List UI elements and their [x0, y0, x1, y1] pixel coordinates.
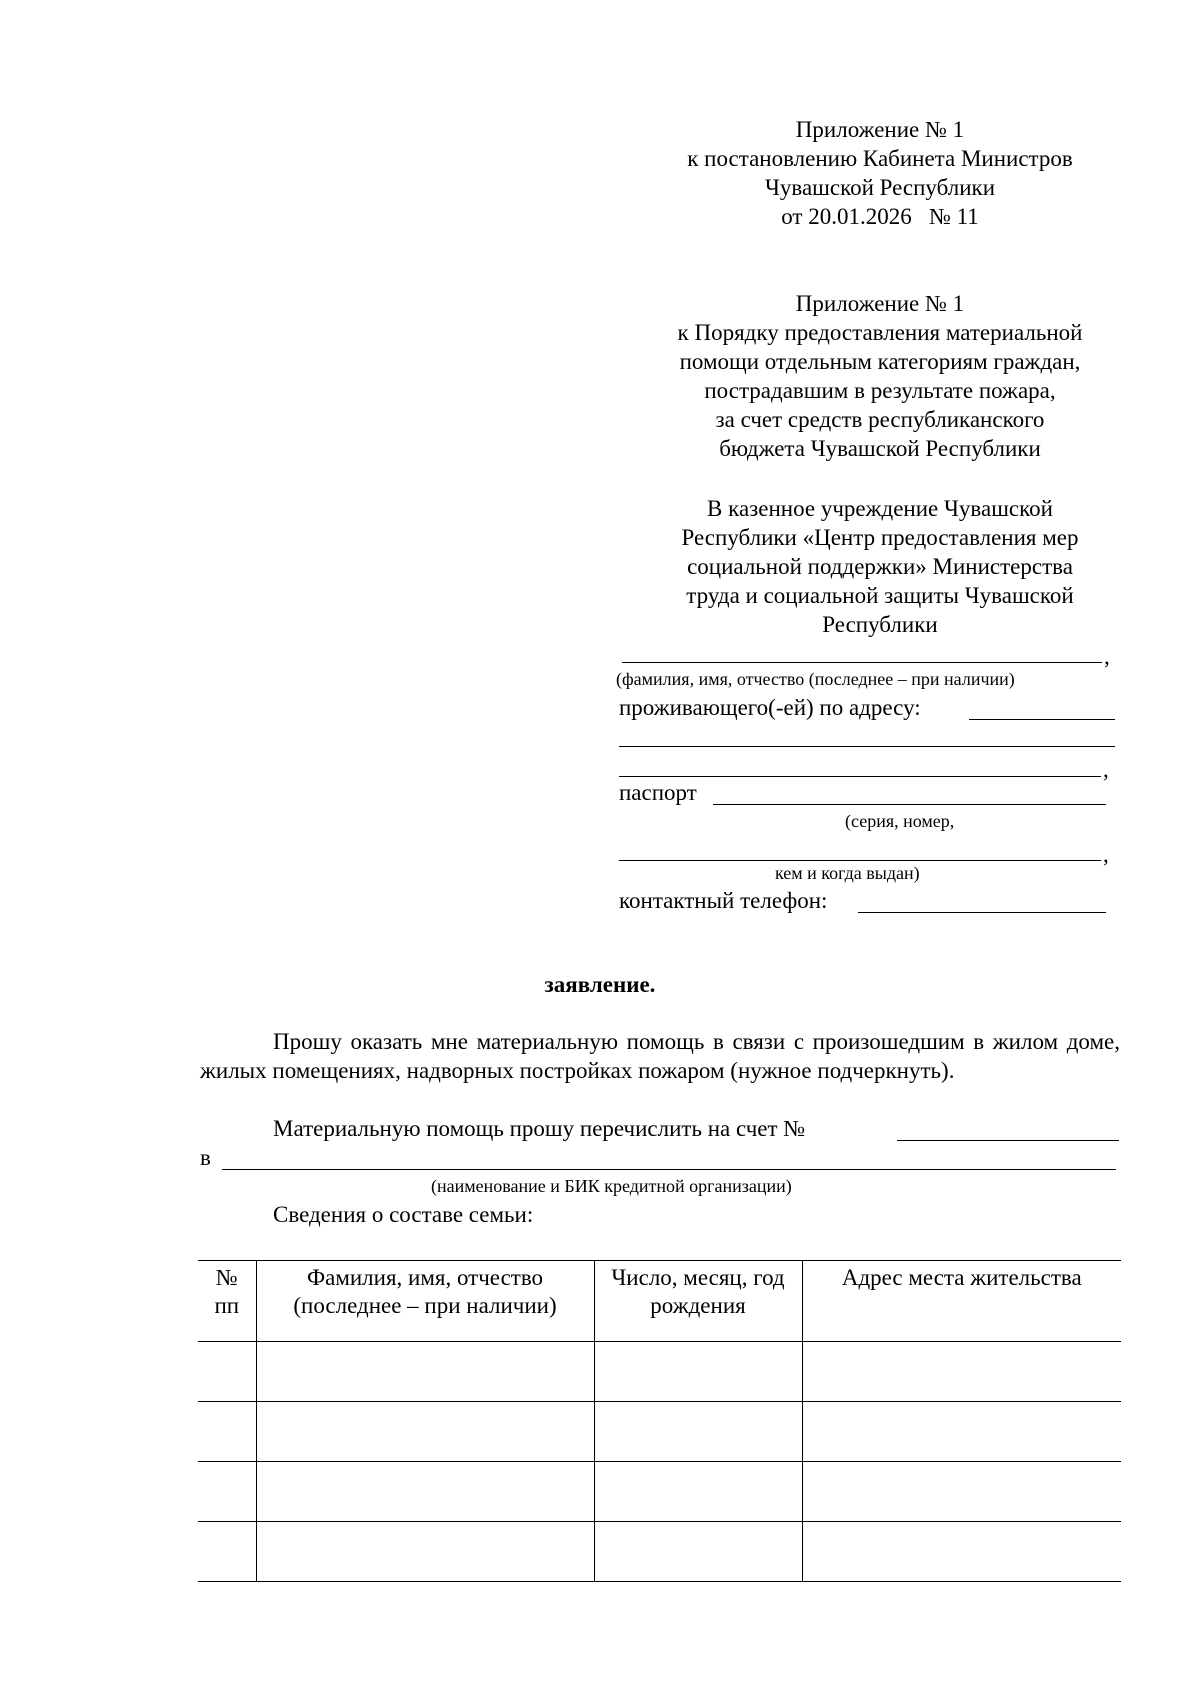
header-cell-birthdate: Число, месяц, год рождения [594, 1261, 802, 1342]
header-line: от 20.01.2026 № 11 [781, 204, 979, 229]
table-cell[interactable] [198, 1462, 256, 1522]
request-paragraph: Прошу оказать мне материальную помощь в связи с произошедшим в жилом доме, жилых помещениях, надворных постройках пожаром (нужное подчеркнуть). [200, 1029, 1120, 1083]
procedure-appendix-header [640, 289, 1120, 463]
account-text: Материальную помощь прошу перечислить на счет № [273, 1116, 806, 1141]
header-line: за счет средств республиканского [715, 407, 1045, 432]
table-cell[interactable] [256, 1462, 594, 1522]
passport-field-line[interactable] [713, 804, 1106, 805]
family-table [198, 1260, 1121, 1582]
comma: , [1103, 842, 1109, 867]
table-cell[interactable] [198, 1402, 256, 1462]
table-cell[interactable] [802, 1402, 1121, 1462]
table-cell[interactable] [256, 1342, 594, 1402]
bank-caption: (наименование и БИК кредитной организации) [431, 1176, 792, 1196]
table-cell[interactable] [198, 1522, 256, 1582]
address-field-line-1[interactable] [969, 719, 1115, 720]
addressee-line: труда и социальной защиты Чувашской [686, 583, 1074, 608]
header-line: пострадавшим в результате пожара, [704, 378, 1056, 403]
fio-field-line[interactable] [622, 662, 1102, 663]
table-row [198, 1402, 1121, 1462]
passport-label: паспорт [619, 780, 697, 805]
table-cell[interactable] [802, 1342, 1121, 1402]
resolution-appendix-header [640, 115, 1120, 231]
table-row [198, 1342, 1121, 1402]
fio-caption: (фамилия, имя, отчество (последнее – при наличии) [616, 669, 1015, 689]
header-cell-fio: Фамилия, имя, отчество (последнее – при наличии) [256, 1261, 594, 1342]
table-cell[interactable] [198, 1342, 256, 1402]
header-line: Чувашской Республики [764, 175, 996, 200]
addressee-line: социальной поддержки» Министерства [687, 554, 1073, 579]
addressee-line: Республики [822, 612, 938, 637]
addressee-line: В казенное учреждение Чувашской [707, 496, 1053, 521]
comma: , [1103, 757, 1109, 782]
addressee [630, 494, 1130, 639]
table-cell[interactable] [594, 1462, 802, 1522]
bank-prefix: в [200, 1145, 211, 1170]
addressee-line: Республики «Центр предоставления мер [681, 525, 1079, 550]
header-line: бюджета Чувашской Республики [719, 436, 1041, 461]
address-label: проживающего(-ей) по адресу: [619, 695, 921, 720]
phone-field-line[interactable] [858, 912, 1106, 913]
address-field-line-3[interactable] [619, 776, 1101, 777]
family-heading: Сведения о составе семьи: [273, 1202, 534, 1227]
table-cell[interactable] [802, 1522, 1121, 1582]
header-line: к постановлению Кабинета Министров [687, 146, 1073, 171]
table-row [198, 1522, 1121, 1582]
phone-label: контактный телефон: [619, 888, 828, 913]
table-cell[interactable] [256, 1402, 594, 1462]
passport-issued-field-line[interactable] [619, 860, 1101, 861]
document-title: заявление. [544, 972, 656, 997]
header-line: Приложение № 1 [795, 291, 965, 316]
header-cell-address: Адрес места жительства [802, 1261, 1121, 1342]
address-field-line-2[interactable] [619, 746, 1115, 747]
header-line: помощи отдельным категориям граждан, [679, 349, 1081, 374]
table-cell[interactable] [594, 1402, 802, 1462]
table-header-row [198, 1261, 1121, 1342]
table-cell[interactable] [594, 1522, 802, 1582]
table-cell[interactable] [594, 1342, 802, 1402]
table-row [198, 1462, 1121, 1522]
header-line: к Порядку предоставления материальной [677, 320, 1083, 345]
bank-field-line[interactable] [222, 1169, 1116, 1170]
table-cell[interactable] [256, 1522, 594, 1582]
header-line: Приложение № 1 [795, 117, 965, 142]
comma: , [1104, 644, 1110, 669]
account-field-line[interactable] [897, 1140, 1119, 1141]
passport-issued-caption: кем и когда выдан) [775, 863, 920, 883]
header-cell-number: № пп [198, 1261, 256, 1342]
table-cell[interactable] [802, 1462, 1121, 1522]
passport-caption: (серия, номер, [845, 811, 955, 831]
